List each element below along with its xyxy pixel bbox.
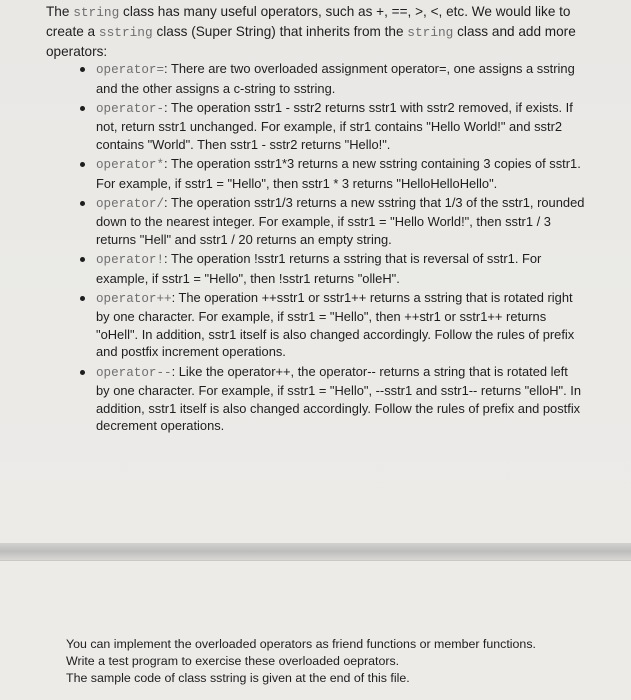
- intro-text-2: class has many useful operators, such as +, ==, >, <, etc. We would like to create a: [46, 4, 571, 39]
- intro-text-4: class and add more operators:: [46, 24, 576, 59]
- list-item: [60, 60, 585, 97]
- operator-name: operator!: [96, 252, 165, 267]
- operator-description: : The operation !sstr1 returns a sstring that is reversal of sstr1. For example, if sstr1 = "Hello", then !sstr1 returns "olleH".: [96, 250, 542, 286]
- bullet-icon: [80, 296, 85, 301]
- code-string-2: string: [407, 25, 454, 40]
- intro-text-3: class (Super String) that inherits from the: [152, 24, 408, 39]
- bottom-paragraph: [66, 636, 606, 688]
- bottom-line-2: Write a test program to exercise these overloaded oeprators.: [66, 654, 400, 669]
- list-item: [60, 194, 585, 249]
- bullet-icon: [80, 106, 85, 111]
- operator-name: operator++: [96, 291, 172, 306]
- operator-description: : The operation sstr1 - sstr2 returns sstr1 with sstr2 removed, if exists. If not, return sstr1 unchanged. For example, if str1 contains "Hello World!" and sstr2 contains "World". Then sstr1 - sstr2 returns "Hello!".: [96, 99, 573, 152]
- code-string: string: [73, 5, 120, 20]
- list-item: [60, 363, 585, 435]
- operator-description: : The operation sstr1*3 returns a new sstring containing 3 copies of sstr1. For example, if sstr1 = "Hello", then sstr1 * 3 returns "HelloHelloHello".: [96, 155, 581, 191]
- bullet-icon: [80, 257, 85, 262]
- bottom-line-3: The sample code of class sstring is given at the end of this file.: [66, 671, 410, 686]
- intro-text-1: The: [46, 4, 74, 19]
- operator-description: : There are two overloaded assignment operator=, one assigns a sstring and the other assigns a c-string to sstring.: [96, 61, 575, 96]
- list-item: [60, 250, 585, 287]
- list-item: [60, 289, 585, 361]
- bullet-icon: [80, 162, 85, 167]
- list-item: [60, 155, 585, 192]
- bottom-line-1: You can implement the overloaded operators as friend functions or member functions.: [66, 637, 536, 651]
- page-divider: [0, 543, 631, 561]
- operator-description: : Like the operator++, the operator-- returns a string that is rotated left by one character. For example, if sstr1 = "Hello", --sstr1 and sstr1-- returns "elloH". In addition, sstr1 itself is also changed accordingly. Follow the rules of prefix and postfix decrement operations.: [96, 363, 582, 434]
- intro-paragraph: [46, 2, 606, 61]
- operator-name: operator*: [96, 157, 165, 172]
- bullet-icon: [80, 370, 85, 375]
- operator-name: operator=: [96, 63, 165, 77]
- operator-name: operator/: [96, 196, 165, 211]
- list-item: [60, 99, 585, 154]
- operator-list: [60, 60, 585, 436]
- bullet-icon: [80, 67, 85, 72]
- operator-name: operator-: [96, 101, 165, 116]
- bullet-icon: [80, 201, 85, 206]
- operator-description: : The operation ++sstr1 or sstr1++ returns a sstring that is rotated right by one character. For example, if sstr1 = "Hello", then ++str1 or sstr1++ returns "oHell". In addition, sstr1 itself is also changed accordingly. Follow the rules of prefix and postfix increment operations.: [96, 289, 575, 360]
- code-sstring: sstring: [98, 25, 153, 40]
- operator-description: : The operation sstr1/3 returns a new sstring that 1/3 of the sstr1, rounded down to the nearest integer. For example, if sstr1 = "Hello World!", then sstr1 / 3 returns "Hell" and sstr1 / 20 returns an empty string.: [96, 194, 585, 247]
- operator-name: operator--: [96, 365, 172, 380]
